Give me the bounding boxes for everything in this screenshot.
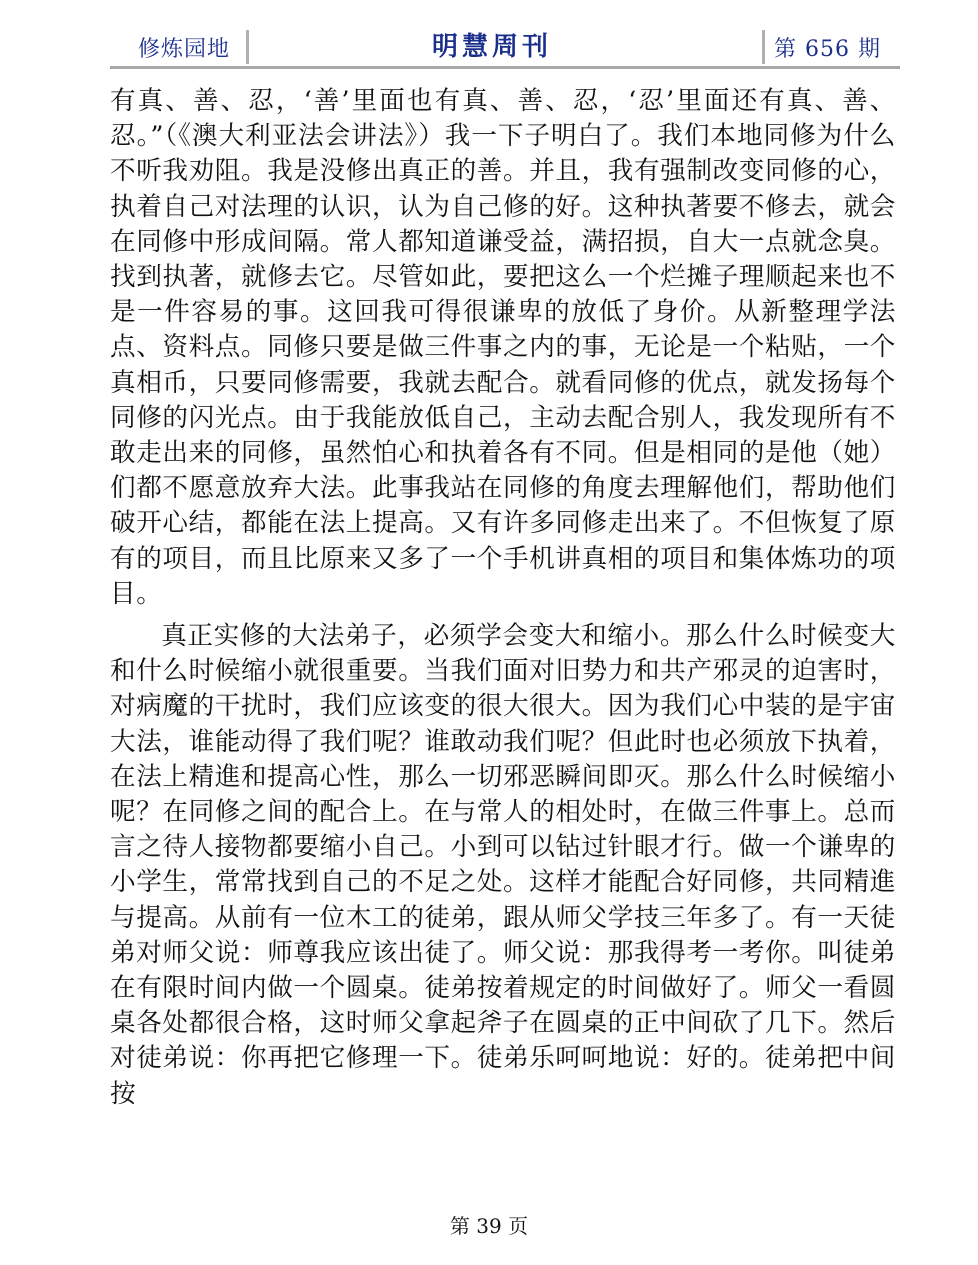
page-header [110, 24, 900, 68]
header-divider-left [246, 30, 249, 64]
page-number: 第 39 页 [449, 1214, 529, 1238]
header-divider-right [762, 30, 765, 64]
section-name: 修炼园地 [138, 37, 231, 62]
header-rule [110, 66, 900, 69]
publication-title: 明慧周刊 [432, 32, 553, 62]
article-body [110, 84, 896, 1112]
paragraph: 真正实修的大法弟子，必须学会变大和缩小。那么什么时候变大和什么时候缩小就很重要。当我们面对旧势力和共产邪灵的迫害时，对病魔的干扰时，我们应该变的很大很大。因为我们心中装的是宇宙大法，谁能动得了我们呢？谁敢动我们呢？但此时也必须放下执着，在法上精進和提高心性，那么一切邪恶瞬间即灭。那么什么时候缩小呢？在同修之间的配合上。在与常人的相处时，在做三件事上。总而言之待人接物都要缩小自己。小到可以钻过针眼才行。做一个谦卑的小学生，常常找到自己的不足之处。这样才能配合好同修，共同精進与提高。从前有一位木工的徒弟，跟从师父学技三年多了。有一天徒弟对师父说：师尊我应该出徒了。师父说：那我得考一考你。叫徒弟在有限时间内做一个圆桌。徒弟按着规定的时间做好了。师父一看圆桌各处都很合格，这时师父拿起斧子在圆桌的正中间砍了几下。然后对徒弟说：你再把它修理一下。徒弟乐呵呵地说：好的。徒弟把中间按 [110, 621, 896, 1109]
issue-number: 第 656 期 [774, 37, 881, 62]
paragraph-continued: 有真、善、忍，‘善’里面也有真、善、忍，‘忍’里面还有真、善、忍。”（《澳大利亚法会讲法》）我一下子明白了。我们本地同修为什么不听我劝阻。我是没修出真正的善。并且，我有强制改变同修的心，执着自己对法理的认识，认为自己修的好。这种执著要不修去，就会在同修中形成间隔。常人都知道谦受益，满招损，自大一点就念臭。找到执著，就修去它。尽管如此，要把这么一个烂摊子理顺起来也不是一件容易的事。这回我可得很谦卑的放低了身价。从新整理学法点、资料点。同修只要是做三件事之内的事，无论是一个粘贴，一个真相币，只要同修需要，我就去配合。就看同修的优点，就发扬每个同修的闪光点。由于我能放低自己，主动去配合别人，我发现所有不敢走出来的同修，虽然怕心和执着各有不同。但是相同的是他（她）们都不愿意放弃大法。此事我站在同修的角度去理解他们，帮助他们破开心结，都能在法上提高。又有许多同修走出来了。不但恢复了原有的项目，而且比原来又多了一个手机讲真相的项目和集体炼功的项目。 [110, 86, 896, 609]
